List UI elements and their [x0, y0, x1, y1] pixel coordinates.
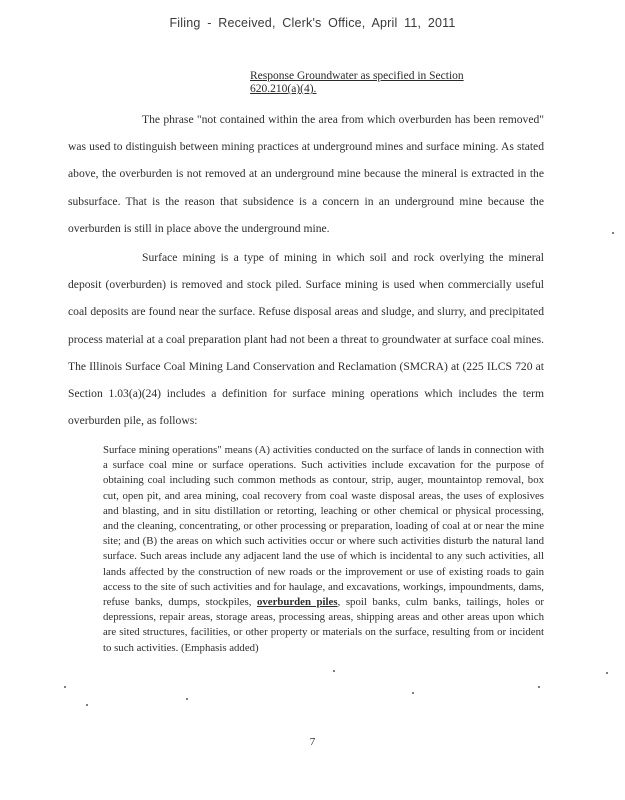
scan-speck [86, 704, 88, 706]
paragraph-1-text: The phrase "not contained within the area from which overburden has been removed" was used to distinguish between mining practices at underground mines and surface mining. As stated above, the overburden is not removed at an underground mine because the mineral is extracted in the subsurface. That is the reason that subsidence is a concern in an underground mine because the overburden is still in place above the underground mine. [68, 113, 544, 235]
section-heading-line1: Response Groundwater as specified in Section [250, 70, 464, 82]
scan-speck [64, 686, 66, 688]
block-quote-smcra-definition [103, 443, 544, 656]
section-heading [250, 70, 510, 96]
paragraph-2-text: Surface mining is a type of mining in which soil and rock overlying the mineral deposit (overburden) is removed and stock piled. Surface mining is used when commercially useful coal deposits are found near the surface. Refuse disposal areas and sludge, and slurry, and precipitated process material at a coal preparation plant had not been a threat to groundwater at surface coal mines. The Illinois Surface Coal Mining Land Conservation and Reclamation (SMCRA) at (225 ILCS 720 at Section 1.03(a)(24) includes a definition for surface mining operations which includes the term overburden pile, as follows: [68, 251, 544, 428]
filing-stamp-header: Filing - Received, Clerk's Office, April 11, 2011 [169, 16, 456, 30]
scan-speck [612, 232, 614, 234]
paragraph-overburden-phrase [68, 106, 544, 242]
scan-speck [333, 670, 335, 672]
page-number: 7 [309, 736, 316, 748]
quote-text-after: , spoil banks, culm banks, tailings, holes or depressions, repair areas, storage areas, processing areas, shipping areas and other areas upon which are sited structures, facilities, or other property or materials on the surface, resulting from or incident to such activities. (Emphasis added) [103, 596, 544, 654]
paragraph-surface-mining [68, 244, 544, 434]
scan-speck [606, 672, 608, 674]
quote-emphasis-overburden-piles: overburden piles [256, 596, 338, 609]
scan-speck [412, 692, 414, 694]
quote-text-before: Surface mining operations" means (A) activities conducted on the surface of lands in connection with a surface coal mine or surface operations. Such activities include excavation for the purpose of obtaining coal including such common methods as contour, strip, auger, mountaintop removal, box cut, open pit, and area mining, coal recovery from coal waste disposal areas, the uses of explosives and blasting, and in situ distillation or retorting, leaching or other chemical or physical processing, and the cleaning, concentrating, or other processing or preparation, loading of coal at or near the mine site; and (B) the areas on which such activities occur or where such activities disturb the natural land surface. Such areas include any adjacent land the use of which is incidental to any such activities, all lands affected by the construction of new roads or the improvement or use of existing roads to gain access to the site of such activities and for haulage, and excavations, workings, impoundments, dams, refuse banks, dumps, stockpiles, [103, 444, 544, 609]
scan-speck [186, 698, 188, 700]
scan-speck [538, 686, 540, 688]
section-heading-line2: 620.210(a)(4). [250, 83, 317, 95]
